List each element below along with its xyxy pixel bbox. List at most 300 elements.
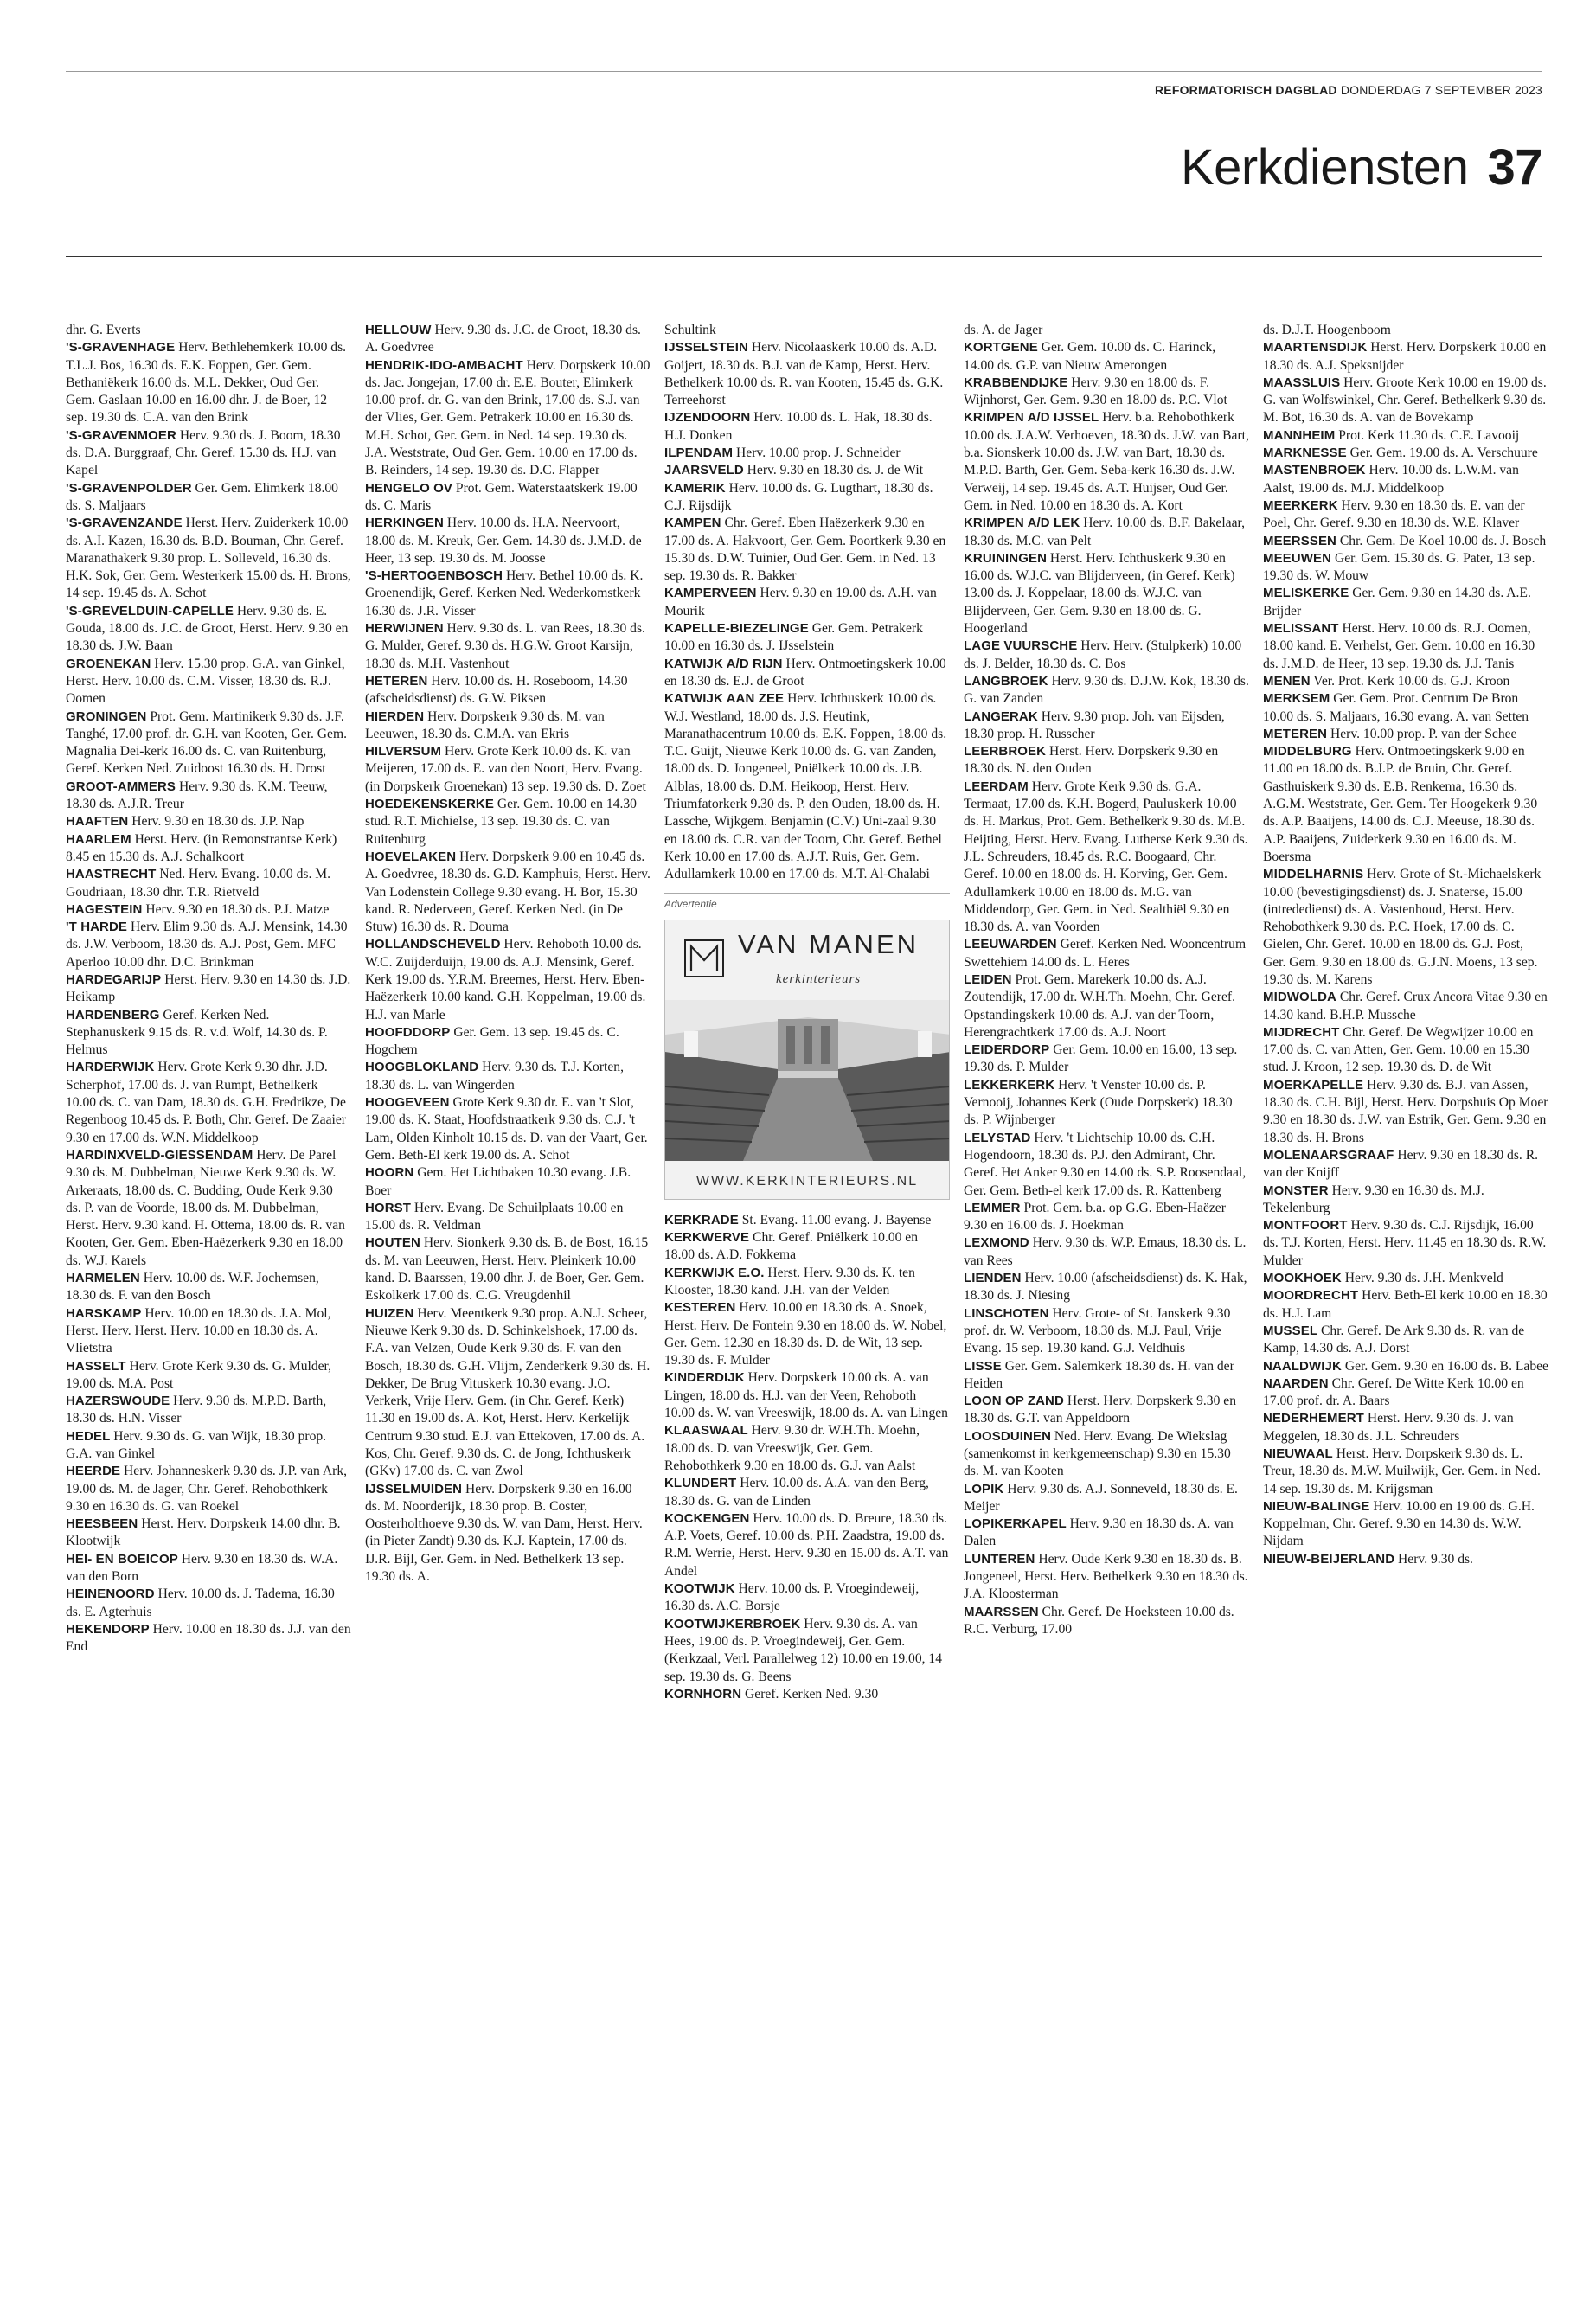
service-details: ds. A. de Jager bbox=[964, 323, 1043, 337]
church-listing bbox=[66, 480, 351, 516]
church-listing bbox=[1263, 1323, 1548, 1358]
church-listing bbox=[66, 515, 351, 602]
service-details: Herv. Grote Kerk 9.30 ds. G. Mulder, 19.00 ds. M.A. Post bbox=[66, 1358, 332, 1391]
church-listing bbox=[365, 515, 651, 567]
service-details: Prot. Gem. Marekerk 10.00 ds. A.J. Zoutendijk, 17.00 dr. W.H.Th. Moehn, Chr. Geref. Opstandingskerk 10.00 ds. A.J. van der Toorn, Herengrachtkerk 17.00 ds. A.J. Noort bbox=[964, 971, 1236, 1040]
listing-column-3 bbox=[664, 322, 950, 1703]
church-listing bbox=[66, 1586, 351, 1621]
service-details: Ger. Gem. 19.00 ds. A. Verschuure bbox=[1349, 445, 1538, 461]
church-listing bbox=[1263, 445, 1548, 462]
service-details: Herv. 9.30 en 18.30 ds. R. van der Knijff bbox=[1263, 1147, 1539, 1181]
church-listing bbox=[1263, 690, 1548, 726]
service-details: Herv. 9.30 ds. J.H. Menkveld bbox=[1344, 1271, 1503, 1286]
listing-column-2 bbox=[365, 322, 651, 1586]
service-details: Ger. Gem. 10.00 en 16.00, 13 sep. 19.30 ds. P. Mulder bbox=[964, 1042, 1238, 1075]
place-name: MONSTER bbox=[1263, 1183, 1329, 1198]
church-listing bbox=[1263, 550, 1548, 586]
service-details: Gem. Het Lichtbaken 10.30 evang. J.B. Boer bbox=[365, 1165, 631, 1198]
place-name: NIEUWAAL bbox=[1263, 1446, 1333, 1461]
service-details: Herst. Herv. 9.30 en 14.30 ds. J.D. Heikamp bbox=[66, 971, 351, 1005]
place-name: MOORDRECHT bbox=[1263, 1288, 1359, 1304]
service-details: Herv. Elim 9.30 ds. A.J. Mensink, 14.30 ds. J.W. Verboom, 18.30 ds. A.J. Post, Gem. MFC Aperloo 10.00 dhr. D.C. Brinkman bbox=[66, 920, 348, 970]
service-details: Ger. Gem. Petrakerk 10.00 en 16.30 ds. J. IJsselstein bbox=[664, 621, 923, 654]
church-listing bbox=[66, 322, 351, 339]
service-details: St. Evang. 11.00 evang. J. Bayense bbox=[741, 1212, 932, 1227]
church-listing bbox=[964, 971, 1249, 1042]
service-details: Herst. Herv. Dorpskerk 9.30 ds. L. Treur, 18.30 ds. M.W. Muilwijk, Ger. Gem. in Ned. 14 sep. 19.30 ds. M. Krijgsman bbox=[1263, 1446, 1541, 1497]
place-name: KRIMPEN A/D IJSSEL bbox=[964, 410, 1099, 426]
service-details: Herv. Nicolaaskerk 10.00 ds. A.D. Goijert, 18.30 ds. B.J. van de Kamp, Herst. Herv. Bethelkerk 10.00 ds. R. van Kooten, 15.45 ds. G.K. Terreehorst bbox=[664, 340, 944, 408]
service-details: Herv. 10.00 en 18.30 ds. J.A. Mol, Herst. Herv. Herst. Herv. 10.00 en 18.30 ds. A. Vlietstra bbox=[66, 1305, 331, 1356]
church-listing bbox=[964, 1516, 1249, 1551]
church-listing bbox=[664, 620, 950, 656]
service-details: Herst. Herv. 9.30 ds. J. van Meggelen, 18.30 ds. J.L. Schreuders bbox=[1263, 1411, 1514, 1444]
church-listing bbox=[1263, 1217, 1548, 1270]
place-name: KRABBENDIJKE bbox=[964, 375, 1068, 390]
place-name: MELISKERKE bbox=[1263, 586, 1349, 601]
service-details: Herv. Dorpskerk 10.00 ds. Jac. Jongejan, 17.00 dr. E.E. Bouter, Elimkerk 10.00 prof. dr. G. van den Brink, 17.00 ds. S.J. van der Vlies, Ger. Gem. Petrakerk 10.00 en 16.30 ds. M.H. Schot, Ger. Gem. in Ned. 14 sep. 19.30 ds. J.A. Weststrate, Oud Ger. Gem. 10.00 en 17.00 ds. B. Reinders, 14 sep. 19.30 ds. D.C. Flapper bbox=[365, 357, 651, 478]
place-name: HENGELO OV bbox=[365, 480, 453, 496]
church-listing bbox=[1263, 497, 1548, 533]
service-details: Herv. 10.00 en 19.00 ds. G.H. Koppelman, Chr. Geref. 9.30 en 14.30 ds. W.W. Nijdam bbox=[1263, 1498, 1535, 1549]
church-listing bbox=[1263, 1270, 1548, 1287]
church-listing bbox=[664, 462, 950, 479]
service-details: Herv. 9.30 en 19.00 ds. A.H. van Mourik bbox=[664, 586, 937, 619]
place-name: HEI- EN BOEICOP bbox=[66, 1551, 178, 1567]
place-name: HAAFTEN bbox=[66, 814, 129, 830]
service-details: Herv. 9.30 ds. T.J. Korten, 18.30 ds. L. van Wingerden bbox=[365, 1060, 624, 1093]
church-listing bbox=[1263, 1498, 1548, 1551]
service-details: Chr. Geref. De Wegwijzer 10.00 en 17.00 ds. C. van Atten, Ger. Gem. 10.00 en 15.30 stud. J. Kroon, 12 sep. 19.30 ds. D. de Wit bbox=[1263, 1024, 1534, 1075]
place-name: HEKENDORP bbox=[66, 1621, 150, 1637]
service-details: Herv. 9.30 en 18.30 ds. A. van Dalen bbox=[964, 1516, 1234, 1549]
place-name: NEDERHEMERT bbox=[1263, 1411, 1364, 1426]
service-details: Herv. Bethel 10.00 ds. K. Groenendijk, Geref. Kerken Ned. Wederkomstkerk 16.30 ds. J.R. Visser bbox=[365, 568, 644, 619]
place-name: HEESBEEN bbox=[66, 1516, 138, 1532]
church-listing bbox=[664, 445, 950, 462]
service-details: Herv. 9.30 en 18.00 ds. F. Wijnhorst, Ger. Gem. 9.30 en 18.00 ds. P.C. Vlot bbox=[964, 375, 1227, 408]
service-details: Ger. Gem. Salemkerk 18.30 ds. H. van der Heiden bbox=[964, 1358, 1234, 1391]
place-name: MANNHEIM bbox=[1263, 427, 1336, 443]
church-listing bbox=[365, 1094, 651, 1164]
service-details: Herv. 10.00 ds. L. Hak, 18.30 ds. H.J. Donken bbox=[664, 410, 933, 443]
place-name: MOOKHOEK bbox=[1263, 1271, 1342, 1286]
service-details: Ger. Gem. 10.00 en 14.30 stud. R.T. Michielse, 13 sep. 19.30 ds. C. van Ruitenburg bbox=[365, 797, 637, 847]
church-listing bbox=[964, 1077, 1249, 1130]
issue-date: DONDERDAG 7 SEPTEMBER 2023 bbox=[1340, 83, 1542, 97]
church-listing bbox=[66, 779, 351, 814]
church-listing bbox=[66, 1147, 351, 1270]
service-details: Herst. Herv. Dorpskerk 14.00 dhr. B. Klootwijk bbox=[66, 1516, 341, 1549]
place-name: JAARSVELD bbox=[664, 463, 744, 478]
place-name: LIENDEN bbox=[964, 1271, 1022, 1286]
church-listing bbox=[1263, 1287, 1548, 1323]
place-name: HARSKAMP bbox=[66, 1305, 142, 1321]
place-name: MAARTENSDIJK bbox=[1263, 340, 1368, 356]
service-details: Herv. Meentkerk 9.30 prop. A.N.J. Scheer, Nieuwe Kerk 9.30 ds. D. Schinkelshoek, 17.00 ds. F.A. van Velzen, Oude Kerk 9.30 ds. F. van den Bosch, 18.30 ds. G.H. Vlijm, Zenderkerk 9.30 ds. H. Dekker, De Brug Vituskerk 10.30 evang. J.O. Verkerk, Vrije Herv. Gem. (in Chr. Geref. Kerk) 11.30 en 19.00 ds. A. Kot, Herst. Herv. Kerkelijk Centrum 9.30 stud. E.J. van Ettekoven, 17.00 ds. A. Kos, Chr. Geref. 9.30 ds. C. de Jong, Ichthuskerk (GKv) 17.00 ds. C. van Zwol bbox=[365, 1305, 651, 1479]
church-listing bbox=[964, 673, 1249, 708]
church-listing bbox=[964, 1305, 1249, 1358]
place-name: IJSSELSTEIN bbox=[664, 340, 748, 356]
service-details: Herv. 9.30 ds. M.P.D. Barth, 18.30 ds. H.N. Visser bbox=[66, 1394, 327, 1426]
service-details: Herv. Bethlehemkerk 10.00 ds. T.L.J. Bos, 16.30 ds. E.K. Foppen, Ger. Gem. Bethaniëkerk 16.00 ds. M.L. Dekker, Oud Ger. Gem. Gaslaan 10.00 en 16.00 dhr. J. de Boer, 12 sep. 19.30 ds. C.A. van den Brink bbox=[66, 340, 347, 426]
church-listing bbox=[66, 813, 351, 830]
church-listing bbox=[964, 1130, 1249, 1200]
place-name: KAPELLE-BIEZELINGE bbox=[664, 621, 809, 637]
church-listing bbox=[964, 1481, 1249, 1516]
service-details: Chr. Geref. De Hoeksteen 10.00 ds. R.C. Verburg, 17.00 bbox=[964, 1604, 1234, 1637]
service-details: Herv. 't Lichtschip 10.00 ds. C.H. Hogendoorn, 18.30 ds. P.J. den Admirant, Chr. Geref. Het Anker 9.30 en 14.00 ds. S.P. Roosendaal, Ger. Gem. Beth-el kerk 17.00 ds. R. Kattenberg bbox=[964, 1130, 1247, 1198]
church-listing bbox=[964, 322, 1249, 339]
service-details: Herv. Dorpskerk 9.30 ds. M. van Leeuwen, 18.30 ds. C.M.A. van Ekris bbox=[365, 708, 605, 741]
church-listing bbox=[1263, 339, 1548, 375]
place-name: LANGERAK bbox=[964, 708, 1038, 724]
place-name: HARMELEN bbox=[66, 1271, 140, 1286]
place-name: MEERKERK bbox=[1263, 497, 1338, 513]
service-details: Herv. 9.30 en 16.30 ds. M.J. Tekelenburg bbox=[1263, 1183, 1484, 1215]
church-listing bbox=[66, 708, 351, 779]
church-interior-photo bbox=[665, 1000, 950, 1161]
place-name: MOERKAPELLE bbox=[1263, 1077, 1364, 1093]
place-name: 'S-GRAVENZANDE bbox=[66, 516, 183, 531]
service-details: Prot. Gem. Martinikerk 9.30 ds. J.F. Tanghé, 17.00 prof. dr. G.H. van Kooten, Ger. Gem. Magnalia Dei-kerk 16.00 ds. C. van Ruitenburg, Geref. Kerken Ned. Zuidoost 16.30 ds. H. Drost bbox=[66, 708, 348, 777]
place-name: KAMPEN bbox=[664, 516, 721, 531]
church-listing bbox=[664, 1212, 950, 1229]
church-listing bbox=[66, 1551, 351, 1586]
service-details: Herst. Herv. Dorpskerk 10.00 en 18.30 ds. A.J. Speksnijder bbox=[1263, 340, 1547, 373]
place-name: HARDERWIJK bbox=[66, 1060, 155, 1075]
place-name: HOUTEN bbox=[365, 1235, 420, 1251]
church-listing bbox=[66, 1059, 351, 1146]
place-name: HUIZEN bbox=[365, 1305, 414, 1321]
church-listing bbox=[365, 1305, 651, 1481]
place-name: HOOFDDORP bbox=[365, 1024, 451, 1040]
church-listing bbox=[1263, 1551, 1548, 1568]
church-listing bbox=[365, 1234, 651, 1304]
service-details: Herv. 10.00 en 18.30 ds. A. Snoek, Herst. Herv. De Fontein 9.30 en 18.00 ds. W. Nobel, Ger. Gem. 12.30 en 18.30 ds. D. de Wit, 13 sep. 19.30 ds. F. Mulder bbox=[664, 1300, 947, 1368]
place-name: ILPENDAM bbox=[664, 445, 734, 461]
church-listing bbox=[66, 831, 351, 867]
place-name: HEERDE bbox=[66, 1464, 121, 1479]
church-listing bbox=[1263, 375, 1548, 427]
place-name: 'S-GREVELDUIN-CAPELLE bbox=[66, 603, 234, 619]
place-name: MEEUWEN bbox=[1263, 550, 1332, 566]
service-details: Herv. 9.30 ds. A.J. Sonneveld, 18.30 ds. E. Meijer bbox=[964, 1481, 1238, 1514]
service-details: Herst. Herv. (in Remonstrantse Kerk) 8.45 en 15.30 ds. A.J. Schalkoort bbox=[66, 831, 337, 864]
service-details: Herv. Sionkerk 9.30 ds. B. de Bost, 16.15 ds. M. van Leeuwen, Herst. Herv. Pleinkerk 10.00 kand. D. Baarssen, 19.00 dhr. J. de Boer, Ger. Gem. Eskolkerk 17.00 ds. C.G. Vreugdenhil bbox=[365, 1235, 649, 1304]
place-name: KAMERIK bbox=[664, 480, 726, 496]
advertisement[interactable] bbox=[664, 920, 950, 1200]
church-listing bbox=[1263, 1024, 1548, 1077]
header-divider bbox=[66, 256, 1542, 257]
service-details: Herst. Herv. Dorpskerk 9.30 en 18.30 ds. G.T. van Appeldoorn bbox=[964, 1394, 1237, 1426]
church-listing bbox=[964, 339, 1249, 375]
service-details: Herv. 10.00 (afscheidsdienst) ds. K. Hak, 18.30 ds. J. Niesing bbox=[964, 1271, 1247, 1304]
service-details: Herv. 9.30 ds. C.J. Rijsdijk, 16.00 ds. T.J. Korten, Herst. Herv. 11.45 en 18.30 ds. R.W. Mulder bbox=[1263, 1218, 1547, 1268]
place-name: HOOGEVEEN bbox=[365, 1095, 450, 1111]
listing-column-3-top bbox=[664, 322, 950, 884]
place-name: LEIDERDORP bbox=[964, 1042, 1050, 1058]
advert-tagline: kerkinterieurs bbox=[776, 971, 862, 986]
church-listing bbox=[66, 427, 351, 480]
place-name: KESTEREN bbox=[664, 1300, 736, 1316]
place-name: METEREN bbox=[1263, 726, 1328, 741]
church-listing bbox=[365, 1059, 651, 1094]
church-listing bbox=[66, 919, 351, 971]
church-listing bbox=[664, 1422, 950, 1475]
church-listing bbox=[664, 1580, 950, 1616]
place-name: HEDEL bbox=[66, 1428, 111, 1444]
church-listing bbox=[964, 1393, 1249, 1428]
church-listing bbox=[964, 743, 1249, 779]
service-details: Ger. Gem. 13 sep. 19.45 ds. C. Hogchem bbox=[365, 1024, 619, 1058]
service-details: Herv. 9.30 ds. K.M. Teeuw, 18.30 ds. A.J.R. Treur bbox=[66, 779, 328, 812]
service-details: dhr. G. Everts bbox=[66, 323, 141, 337]
place-name: HETEREN bbox=[365, 673, 428, 689]
church-listing bbox=[664, 322, 950, 339]
service-details: Geref. Kerken Ned. Wooncentrum Swettehiem 14.00 ds. L. Heres bbox=[964, 937, 1247, 970]
place-name: GROOT-AMMERS bbox=[66, 779, 176, 794]
church-listing bbox=[1263, 673, 1548, 690]
service-details: Chr. Geref. Eben Haëzerkerk 9.30 en 17.00 ds. A. Hakvoort, Ger. Gem. Poortkerk 9.30 en 15.30 ds. D.W. Tuinier, Oud Ger. Gem. in Ned. 13 sep. 19.30 ds. R. Bakker bbox=[664, 516, 946, 584]
section-heading bbox=[1181, 138, 1542, 196]
church-listing bbox=[1263, 1358, 1548, 1375]
church-listing bbox=[365, 1200, 651, 1235]
church-listing bbox=[964, 1551, 1249, 1604]
service-details: Herv. 9.30 ds. E. Gouda, 18.00 ds. J.C. de Groot, Herst. Herv. 9.30 en 18.30 ds. J.W. Baan bbox=[66, 603, 349, 654]
church-listing bbox=[66, 656, 351, 708]
service-details: Herv. 9.30 en 18.30 ds. P.J. Matze bbox=[145, 901, 330, 917]
church-listing bbox=[964, 515, 1249, 550]
service-details: Herv. 9.30 ds. D.J.W. Kok, 18.30 ds. G. van Zanden bbox=[964, 673, 1249, 707]
place-name: LISSE bbox=[964, 1358, 1002, 1374]
place-name: MIDWOLDA bbox=[1263, 990, 1336, 1005]
church-listing bbox=[664, 1475, 950, 1510]
place-name: LEMMER bbox=[964, 1200, 1021, 1215]
place-name: HENDRIK-IDO-AMBACHT bbox=[365, 357, 523, 373]
service-details: Herv. 't Venster 10.00 ds. P. Vernooij, Johannes Kerk (Oude Dorpskerk) 18.30 ds. P. Wijnberger bbox=[964, 1077, 1233, 1128]
place-name: KOOTWIJKERBROEK bbox=[664, 1616, 801, 1631]
service-details: Herv. 10.00 ds. D. Breure, 18.30 ds. A.P. Voets, Geref. 10.00 ds. P.H. Zaadstra, 19.00 ds. R.M. Werrie, Herst. Herv. 9.30 en 15.00 ds. A.T. van Andel bbox=[664, 1510, 949, 1579]
service-details: Herv. 9.30 ds. A. van Hees, 19.00 ds. P. Vroegindeweij, Ger. Gem. (Kerkzaal, Verl. Parallelweg 12) 10.00 en 19.00, 14 sep. 19.30 ds. G. Beens bbox=[664, 1616, 943, 1684]
service-details: Herv. Evang. De Schuilplaats 10.00 en 15.00 ds. R. Veldman bbox=[365, 1200, 624, 1234]
place-name: LEERDAM bbox=[964, 779, 1029, 794]
service-details: Schultink bbox=[664, 323, 716, 337]
church-listing bbox=[664, 690, 950, 883]
church-listing bbox=[365, 936, 651, 1023]
place-name: LEXMOND bbox=[964, 1235, 1029, 1251]
service-details: Herv. Ontmoetingskerk 9.00 en 11.00 en 18.00 ds. B.J.P. de Bruin, Chr. Geref. Gasthuiskerk 9.30 ds. E.B. Renkema, 16.30 ds. A.G.M. Weststrate, Ger. Gem. Ter Hoogekerk 9.30 ds. A.P. Baaijens, 14.00 ds. C.J. Meeuse, 18.30 ds. A.P. Baaijens, Zuiderkerk 9.30 en 16.00 ds. M. Boersma bbox=[1263, 744, 1538, 864]
place-name: LANGBROEK bbox=[964, 673, 1048, 689]
church-listing bbox=[365, 620, 651, 673]
church-listing bbox=[964, 375, 1249, 410]
church-listing bbox=[365, 357, 651, 480]
service-details: ds. D.J.T. Hoogenboom bbox=[1263, 323, 1391, 337]
place-name: LEERBROEK bbox=[964, 744, 1047, 760]
place-name: HELLOUW bbox=[365, 323, 432, 337]
place-name: 'S-GRAVENMOER bbox=[66, 427, 176, 443]
top-rule bbox=[66, 71, 1542, 72]
service-details: Herv. Grote of St.-Michaelskerk 10.00 (bevestigingsdienst) ds. J. Snaterse, 15.00 (intrededienst) ds. A. Vastenhoud, Herst. Herv. Rehobothkerk 9.30 ds. P.C. Hoek, 17.00 ds. C. Gielen, Chr. Geref. 10.00 en 18.00 ds. G.J. Post, Ger. Gem. 9.30 en 18.00 ds. G.J.N. Moens, 13 sep. 19.30 ds. M. Karens bbox=[1263, 867, 1542, 987]
place-name: MERKSEM bbox=[1263, 691, 1330, 707]
church-listing bbox=[1263, 743, 1548, 866]
place-name: LOOSDUINEN bbox=[964, 1428, 1052, 1444]
place-name: HASSELT bbox=[66, 1358, 126, 1374]
place-name: 'S-HERTOGENBOSCH bbox=[365, 568, 503, 584]
place-name: 'S-GRAVENHAGE bbox=[66, 340, 176, 356]
church-listing bbox=[964, 936, 1249, 971]
place-name: KATWIJK AAN ZEE bbox=[664, 691, 785, 707]
church-listing bbox=[1263, 1183, 1548, 1218]
church-listing bbox=[664, 1369, 950, 1422]
place-name: MONTFOORT bbox=[1263, 1218, 1348, 1234]
place-name: HOEDEKENSKERKE bbox=[365, 797, 494, 812]
church-listing bbox=[1263, 462, 1548, 497]
service-details: Herv. 10.00 ds. H.A. Neervoort, 18.00 ds. M. Kreuk, Ger. Gem. 14.30 ds. J.M.D. de Heer, 13 sep. 19.30 ds. M. Joosse bbox=[365, 516, 642, 566]
place-name: LOPIK bbox=[964, 1481, 1004, 1497]
place-name: LEKKERKERK bbox=[964, 1077, 1055, 1093]
place-name: MARKNESSE bbox=[1263, 445, 1347, 461]
listing-column-3-bottom bbox=[664, 1212, 950, 1703]
church-listing bbox=[664, 1265, 950, 1300]
service-details: Chr. Geref. De Ark 9.30 ds. R. van de Kamp, 14.30 ds. A.J. Dorst bbox=[1263, 1323, 1525, 1356]
place-name: KRIMPEN A/D LEK bbox=[964, 516, 1080, 531]
place-name: KERKWERVE bbox=[664, 1230, 750, 1246]
church-listing bbox=[66, 603, 351, 656]
place-name: LEEUWARDEN bbox=[964, 937, 1057, 952]
place-name: IJSSELMUIDEN bbox=[365, 1481, 463, 1497]
place-name: MASTENBROEK bbox=[1263, 463, 1366, 478]
service-details: Herv. 9.30 ds. bbox=[1398, 1551, 1473, 1567]
service-details: Prot. Gem. Waterstaatskerk 19.00 ds. C. Maris bbox=[365, 480, 638, 513]
place-name: HOOGBLOKLAND bbox=[365, 1060, 479, 1075]
place-name: LAGE VUURSCHE bbox=[964, 638, 1078, 654]
service-details: Herv. 15.30 prop. G.A. van Ginkel, Herst. Herv. 10.00 ds. C.M. Visser, 18.30 ds. R.J. Oomen bbox=[66, 656, 345, 707]
service-details: Herv. 9.30 ds. B.J. van Assen, 18.30 ds. C.H. Bijl, Herst. Herv. Dorpshuis Op Moer 9.30 en 18.30 ds. J.W. van Estrik, Ger. Gem. 9.30 en 18.30 ds. H. Brons bbox=[1263, 1077, 1548, 1145]
service-details: Geref. Kerken Ned. 9.30 bbox=[745, 1686, 879, 1702]
church-listing bbox=[964, 1270, 1249, 1305]
service-details: Herv. Herv. (Stulpkerk) 10.00 ds. J. Belder, 18.30 ds. C. Bos bbox=[964, 638, 1242, 671]
church-listing bbox=[964, 1200, 1249, 1235]
church-listing bbox=[66, 1270, 351, 1305]
service-details: Herst. Herv. 9.30 ds. K. ten Klooster, 18.30 kand. J.H. van der Velden bbox=[664, 1265, 915, 1298]
place-name: MIJDRECHT bbox=[1263, 1024, 1340, 1040]
church-listing bbox=[365, 567, 651, 620]
church-listing bbox=[66, 1393, 351, 1428]
place-name: MOLENAARSGRAAF bbox=[1263, 1147, 1394, 1163]
church-listing bbox=[66, 866, 351, 901]
place-name: KAMPERVEEN bbox=[664, 586, 757, 601]
place-name: KORNHORN bbox=[664, 1686, 742, 1702]
service-details: Herv. 9.30 ds. W.P. Emaus, 18.30 ds. L. van Rees bbox=[964, 1235, 1247, 1268]
service-details: Herv. Oude Kerk 9.30 en 18.30 ds. B. Jongeneel, Herst. Herv. Bethelkerk 9.30 en 18.30 ds. J.A. Kloosterman bbox=[964, 1551, 1248, 1602]
place-name: HARDINXVELD-GIESSENDAM bbox=[66, 1147, 253, 1163]
place-name: NIEUW-BALINGE bbox=[1263, 1498, 1370, 1514]
service-details: Ver. Prot. Kerk 10.00 ds. G.J. Kroon bbox=[1313, 673, 1510, 689]
place-name: GRONINGEN bbox=[66, 708, 147, 724]
place-name: KATWIJK A/D RIJN bbox=[664, 656, 783, 671]
service-details: Herv. 9.30 dr. W.H.Th. Moehn, 18.00 ds. D. van Vreeswijk, Ger. Gem. Rehobothkerk 9.30 en 18.00 ds. G.J. van Aalst bbox=[664, 1423, 920, 1473]
service-details: Herv. De Parel 9.30 ds. M. Dubbelman, Nieuwe Kerk 9.30 ds. W. Arkeraats, 18.00 ds. C. Budding, Oude Kerk 9.30 ds. P. van de Voorde, 18.00 ds. M. Dubbelman, Herst. Herv. 9.30 kand. H. Ottema, 18.00 ds. R. van Kooten, Ger. Gem. Eben-Haëzerkerk 9.30 en 18.00 ds. W.J. Karels bbox=[66, 1147, 345, 1268]
service-details: Herv. 9.30 ds. J. Boom, 18.30 ds. D.A. Burggraaf, Chr. Geref. 15.30 ds. H.J. van Kapel bbox=[66, 427, 341, 478]
church-listing bbox=[365, 673, 651, 708]
service-details: Herst. Herv. Dorpskerk 9.30 en 18.30 ds. N. den Ouden bbox=[964, 744, 1219, 777]
listing-column-1 bbox=[66, 322, 351, 1657]
church-listing bbox=[664, 1229, 950, 1265]
service-details: Grote Kerk 9.30 dr. E. van 't Slot, 19.00 ds. K. Staat, Hoofdstraatkerk 9.30 ds. C.J. 't Lam, Olden Kinholt 10.15 ds. D. van der Vaart, Ger. Gem. Beth-El kerk 19.00 ds. A. Schot bbox=[365, 1095, 648, 1163]
service-details: Herst. Herv. 10.00 ds. R.J. Oomen, 18.00 kand. E. Verhelst, Ger. Gem. 10.00 en 16.30 ds. J.M.D. de Heer, 13 sep. 19.30 ds. J.J. Tanis bbox=[1263, 621, 1535, 671]
service-details: Ger. Gem. 10.00 ds. C. Harinck, 14.00 ds. G.P. van Nieuw Amerongen bbox=[964, 340, 1216, 373]
church-listing bbox=[66, 1007, 351, 1060]
service-details: Chr. Geref. De Witte Kerk 10.00 en 17.00 prof. dr. A. Baars bbox=[1263, 1375, 1524, 1409]
church-listing bbox=[365, 796, 651, 849]
place-name: NAARDEN bbox=[1263, 1375, 1329, 1391]
advert-label: Advertentie bbox=[664, 893, 950, 913]
service-details: Herv. Groote Kerk 10.00 en 19.00 ds. G. van Wolfswinkel, Chr. Geref. Bethelkerk 9.30 ds. M. Bot, 16.30 ds. A. van de Bovekamp bbox=[1263, 375, 1547, 426]
church-listing bbox=[964, 1234, 1249, 1270]
place-name: MIDDELBURG bbox=[1263, 744, 1352, 760]
church-listing bbox=[365, 480, 651, 516]
service-details: Herv. 9.30 en 18.30 ds. W.A. van den Born bbox=[66, 1551, 338, 1585]
church-listing bbox=[964, 1042, 1249, 1077]
place-name: MAARSSEN bbox=[964, 1604, 1039, 1619]
place-name: KERKRADE bbox=[664, 1212, 739, 1227]
church-listing bbox=[964, 779, 1249, 937]
place-name: HIERDEN bbox=[365, 708, 425, 724]
service-details: Chr. Geref. Crux Ancora Vitae 9.30 en 14.30 kand. B.H.P. Mussche bbox=[1263, 990, 1548, 1022]
place-name: HAGESTEIN bbox=[66, 901, 143, 917]
place-name: LEIDEN bbox=[964, 971, 1012, 987]
service-details: Ger. Gem. 9.30 en 14.30 ds. A.E. Brijder bbox=[1263, 586, 1531, 619]
place-name: HAASTRECHT bbox=[66, 867, 157, 882]
church-listing bbox=[365, 1164, 651, 1200]
place-name: HAZERSWOUDE bbox=[66, 1394, 170, 1409]
service-details: Herv. b.a. Rehobothkerk 10.00 ds. J.A.W. Verhoeven, 18.30 ds. J.W. van Bart, b.a. Sionskerk 10.00 ds. J.W. van Bart, 18.30 ds. M.P.D. Barth, Ger. Gem. Seba-kerk 16.30 ds. J.W. Verweij, 14 sep. 19.45 ds. A.T. Huijser, Oud Ger. Gem. in Ned. 10.00 en 18.30 ds. A. Kort bbox=[964, 410, 1249, 513]
church-listing bbox=[964, 409, 1249, 515]
place-name: KORTGENE bbox=[964, 340, 1038, 356]
place-name: KINDERDIJK bbox=[664, 1370, 745, 1386]
place-name: KRUININGEN bbox=[964, 550, 1048, 566]
place-name: MEERSSEN bbox=[1263, 533, 1336, 548]
service-details: Prot. Gem. b.a. op G.G. Eben-Haëzer 9.30 en 16.00 ds. J. Hoekman bbox=[964, 1200, 1226, 1234]
service-details: Ger. Gem. 9.30 en 16.00 ds. B. Labee bbox=[1344, 1358, 1548, 1374]
service-details: Herv. Grote Kerk 9.30 ds. G.A. Termaat, 17.00 ds. K.H. Bogerd, Pauluskerk 10.00 ds. H. Markus, Prot. Gem. Bethelkerk 9.30 ds. M.B. Heijting, Herst. Herv. Evang. Lutherse Kerk 9.30 ds. J.L. Schreuders, 18.45 ds. R.C. Boogaard, Chr. Geref. 10.00 en 18.00 ds. H. Korving, Ger. Gem. Adullamkerk 10.00 en 18.00 ds. M.G. van Middendorp, Ger. Gem. in Ned. Sealthiël 9.30 en 18.30 ds. A. van Voorden bbox=[964, 779, 1248, 935]
church-listing bbox=[1263, 989, 1548, 1024]
service-details: Herv. 10.00 ds. G. Lugthart, 18.30 ds. C.J. Rijsdijk bbox=[664, 480, 933, 513]
place-name: MAASSLUIS bbox=[1263, 375, 1341, 390]
service-details: Herv. 9.30 en 18.30 ds. J.P. Nap bbox=[131, 814, 304, 830]
church-listing bbox=[1263, 620, 1548, 673]
church-listing bbox=[664, 1616, 950, 1686]
place-name: HOLLANDSCHEVELD bbox=[365, 937, 501, 952]
church-listing bbox=[664, 1299, 950, 1369]
church-listing bbox=[1263, 1077, 1548, 1147]
service-details: Prot. Kerk 11.30 ds. C.E. Lavooij bbox=[1338, 427, 1520, 443]
place-name: KOCKENGEN bbox=[664, 1510, 750, 1526]
church-listing bbox=[664, 409, 950, 445]
place-name: HOORN bbox=[365, 1165, 414, 1181]
service-details: Herv. Grote Kerk 10.00 ds. K. van Meijeren, 17.00 ds. E. van den Noort, Herv. Evang. (in Dorpskerk Groenekan) 13 sep. 19.30 ds. D. Zoet bbox=[365, 744, 646, 794]
section-name: Kerkdiensten bbox=[1180, 139, 1469, 195]
church-listing bbox=[964, 550, 1249, 638]
church-listing bbox=[664, 656, 950, 691]
service-details: Herv. 10.00 ds. L.W.M. van Aalst, 19.00 ds. M.J. Middelkoop bbox=[1263, 463, 1519, 496]
service-details: Herv. 10.00 ds. W.F. Jochemsen, 18.30 ds. F. van den Bosch bbox=[66, 1271, 319, 1304]
church-listing bbox=[664, 480, 950, 516]
service-details: Herv. Dorpskerk 9.00 en 10.45 ds. A. Goedvree, 18.30 ds. G.D. Kamphuis, Herst. Herv. Van Lodenstein College 9.30 evang. H. Bor, 15.30 kand. R. Nederveen, Geref. Kerken Ned. (in De Stuw) 16.30 ds. R. Douma bbox=[365, 849, 651, 935]
advert-url[interactable]: WWW.KERKINTERIEURS.NL bbox=[695, 1173, 919, 1189]
van-manen-logo-icon bbox=[684, 939, 724, 977]
